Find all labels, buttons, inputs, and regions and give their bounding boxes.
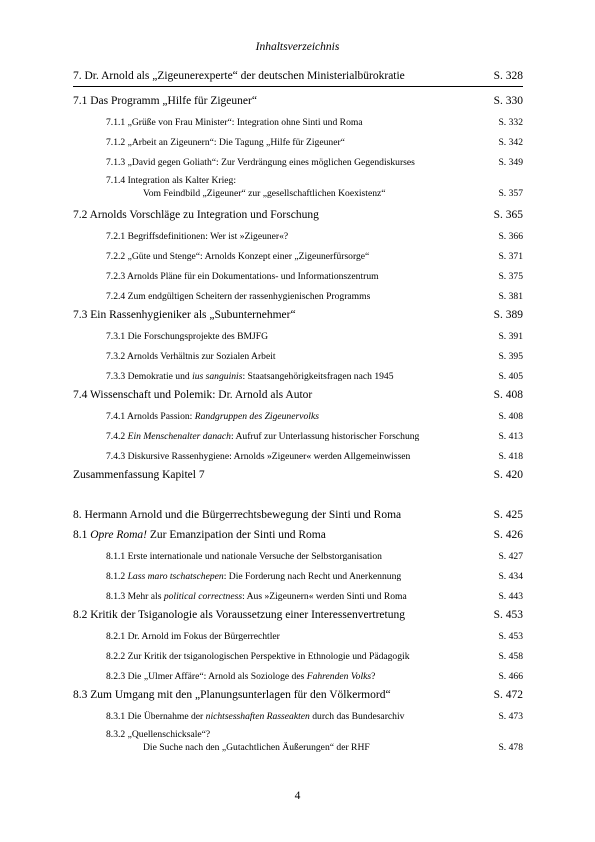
toc-entry-title-text: 8.2.3 Die „Ulmer Affäre“: Arnold als Soziologe des	[106, 671, 307, 682]
toc-entry-title	[106, 591, 407, 603]
toc-entry-title-text: 7.4.2	[106, 431, 128, 442]
toc-entry-page: S. 389	[493, 309, 523, 321]
toc-entry-page: S. 391	[498, 331, 523, 342]
toc-entry-page: S. 420	[493, 469, 523, 481]
toc-entry-title	[106, 371, 394, 383]
toc-entry-page: S. 332	[498, 117, 523, 128]
toc-entry-title-italic: Opre Roma!	[90, 529, 147, 541]
toc-entry-title-text: 7.3.3 Demokratie und	[106, 371, 193, 382]
page-header: Inhaltsverzeichnis	[255, 41, 340, 53]
toc-entry-page: S. 405	[498, 371, 523, 382]
toc-entry-title: 8.2 Kritik der Tsiganologie als Voraussetzung einer Interessenvertretung	[73, 609, 405, 621]
toc-entry-page: S. 453	[498, 631, 523, 642]
toc-entry-page: S. 395	[498, 351, 523, 362]
toc-entry-title: 7.2 Arnolds Vorschläge zu Integration und Forschung	[73, 209, 319, 221]
toc-entry-title-text: : Die Forderung nach Recht und Anerkennung	[223, 571, 402, 582]
toc-entry-title-continuation: Die Suche nach den „Gutachtlichen Äußerungen“ der RHF	[143, 742, 370, 753]
toc-entry-title: 8.3 Zum Umgang mit den „Planungsunterlagen für den Völkermord“	[73, 689, 391, 701]
toc-entry-title-text: : Staatsangehörigkeitsfragen nach 1945	[242, 371, 394, 382]
toc-entry-page: S. 371	[498, 251, 523, 262]
toc-entry-title: Zusammenfassung Kapitel 7	[73, 469, 205, 481]
toc-entry-title: 8.1.1 Erste internationale und nationale Versuche der Selbstorganisation	[106, 551, 382, 562]
toc-entry-title: 8.2.2 Zur Kritik der tsiganologischen Perspektive in Ethnologie und Pädagogik	[106, 651, 410, 662]
toc-entry-title-italic: Randgruppen des Zigeunervolks	[194, 411, 319, 422]
toc-entry-title-text: 8.1	[73, 529, 91, 541]
toc-entry-title-italic: nichtsesshaften Rasseakten	[205, 711, 310, 722]
toc-entry-page: S. 426	[493, 529, 523, 541]
toc-entry-page: S. 365	[493, 209, 523, 221]
toc-entry-title: 7.1.3 „David gegen Goliath“: Zur Verdrängung eines möglichen Gegendiskurses	[106, 157, 415, 168]
toc-entry-page: S. 375	[498, 271, 523, 282]
toc-entry-title-text: 8.1.2	[106, 571, 128, 582]
toc-entry-page: S. 408	[498, 411, 523, 422]
toc-entry-page: S. 342	[498, 137, 523, 148]
toc-entry-title: 7. Dr. Arnold als „Zigeunerexperte“ der deutschen Ministerialbürokratie	[73, 70, 405, 82]
toc-entry-page: S. 473	[498, 711, 523, 722]
toc-entry-title: 7.2.2 „Güte und Stenge“: Arnolds Konzept einer „Zigeunerfürsorge“	[106, 251, 370, 262]
toc-entry-title-continuation: Vom Feindbild „Zigeuner“ zur „gesellschaftlichen Koexistenz“	[143, 188, 386, 199]
toc-entry-title-text: durch das Bundesarchiv	[309, 711, 405, 722]
toc-entry-title-text: 7.4.1 Arnolds Passion:	[106, 411, 195, 422]
toc-entry-page: S. 427	[498, 551, 523, 562]
toc-entry-page: S. 408	[493, 389, 523, 401]
toc-entry-title: 8.2.1 Dr. Arnold im Fokus der Bürgerrechtler	[106, 631, 280, 642]
toc-entry-page: S. 466	[498, 671, 523, 682]
toc-entry-title: 7.1.2 „Arbeit an Zigeunern“: Die Tagung „Hilfe für Zigeuner“	[106, 137, 345, 148]
toc-entry-title	[106, 411, 319, 423]
toc-entry-page: S. 478	[498, 742, 523, 753]
toc-entry-page: S. 472	[493, 689, 523, 701]
toc-entry-page: S. 413	[498, 431, 523, 442]
toc-entry-title: 7.2.3 Arnolds Pläne für ein Dokumentations- und Informationszentrum	[106, 271, 379, 282]
toc-entry-title: 7.3 Ein Rassenhygieniker als „Subunternehmer“	[73, 309, 296, 321]
toc-entry-title	[73, 529, 326, 542]
toc-entry-title-italic: political correctness	[163, 591, 243, 602]
toc-entry-page: S. 434	[498, 571, 523, 582]
toc-entry-title-italic: ius sanguinis	[192, 371, 243, 382]
toc-entry-page: S. 328	[493, 70, 523, 82]
toc-entry-title: 7.4 Wissenschaft und Polemik: Dr. Arnold als Autor	[73, 389, 313, 401]
toc-entry-title-text: 8.3.1 Die Übernahme der	[106, 711, 206, 722]
toc-entry-title-text: : Aus »Zigeunern« werden Sinti und Roma	[242, 591, 407, 602]
toc-entry-title-italic: Lass maro tschatschepen	[127, 571, 224, 582]
toc-entry-title: 7.1.1 „Grüße von Frau Minister“: Integration ohne Sinti und Roma	[106, 117, 363, 128]
toc-entry-page: S. 443	[498, 591, 523, 602]
toc-entry-page: S. 330	[493, 95, 523, 107]
toc-entry-page: S. 366	[498, 231, 523, 242]
toc-entry-title: 8.3.2 „Quellenschicksale“?	[106, 729, 211, 740]
toc-entry-page: S. 418	[498, 451, 523, 462]
toc-entry-title	[106, 431, 419, 443]
toc-entry-title-italic: Fahrenden Volks	[306, 671, 372, 682]
toc-entry-title: 8. Hermann Arnold und die Bürgerrechtsbewegung der Sinti und Roma	[73, 509, 402, 521]
toc-entry-page: S. 349	[498, 157, 523, 168]
toc-entry-page: S. 357	[498, 188, 523, 199]
toc-entry-title-text: Zur Emanzipation der Sinti und Roma	[147, 529, 326, 541]
toc-entry-title-text: 8.1.3 Mehr als	[106, 591, 164, 602]
page-number: 4	[294, 790, 301, 802]
toc-entry-title-text: : Aufruf zur Unterlassung historischer Forschung	[230, 431, 420, 442]
toc-entry-title: 7.4.3 Diskursive Rassenhygiene: Arnolds »Zigeuner« werden Allgemeinwissen	[106, 451, 411, 462]
toc-entry-title	[106, 711, 404, 723]
toc-entry-page: S. 381	[498, 291, 523, 302]
toc-entry-title-italic: Ein Menschenalter danach	[127, 431, 231, 442]
toc-entry-title: 7.3.1 Die Forschungsprojekte des BMJFG	[106, 331, 269, 342]
toc-entry-title: 7.3.2 Arnolds Verhältnis zur Sozialen Arbeit	[106, 351, 276, 362]
toc-entry-title: 7.1 Das Programm „Hilfe für Zigeuner“	[73, 95, 257, 107]
toc-entry-title: 7.2.1 Begriffsdefinitionen: Wer ist »Zigeuner«?	[106, 231, 289, 242]
toc-entry-title	[106, 571, 401, 583]
toc-entry-title: 7.1.4 Integration als Kalter Krieg:	[106, 175, 237, 186]
toc-entry-title	[106, 671, 375, 683]
toc-entry-page: S. 453	[493, 609, 523, 621]
toc-entry-page: S. 425	[493, 509, 523, 521]
toc-entry-page: S. 458	[498, 651, 523, 662]
toc-entry-title: 7.2.4 Zum endgültigen Scheitern der rassenhygienischen Programms	[106, 291, 371, 302]
toc-entry	[73, 70, 523, 87]
toc-entry-title-text: ?	[371, 671, 376, 682]
